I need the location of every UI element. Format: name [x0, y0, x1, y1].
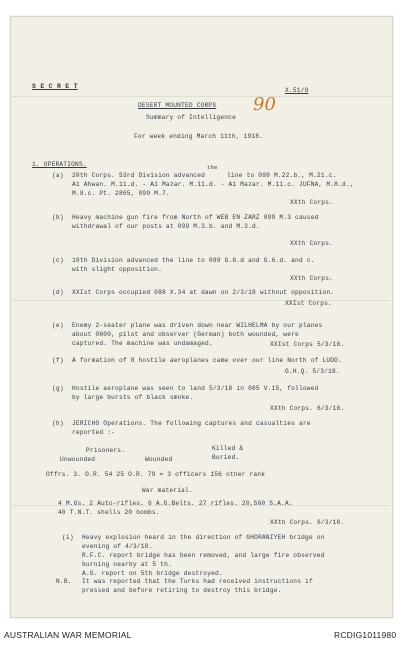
- handwritten-insert: the: [207, 164, 218, 171]
- item-label: (g): [52, 385, 64, 392]
- item-line-insert: line to 099 M.22.b., M.21.c.: [227, 172, 337, 179]
- item-label: (e): [52, 322, 64, 329]
- table-header: Killed &: [212, 445, 244, 452]
- table-header: Prisoners.: [86, 447, 126, 454]
- item-line: 10th Division advanced the line to 099 G.8.d and G.6.d. and c.: [72, 257, 315, 264]
- item-line: reported :-: [72, 429, 116, 436]
- reference-number: X.51/9: [285, 87, 309, 94]
- item-label: (i): [62, 534, 74, 541]
- handwritten-folio-number: 90: [253, 94, 276, 115]
- item-line: by large bursts of black smoke.: [72, 394, 194, 401]
- item-line: M.8.c. Pt. 2865, 099 M.7.: [72, 190, 170, 197]
- section-title: 1. OPERATIONS.: [32, 161, 87, 168]
- item-signature: XXIst Corps 5/3/18.: [270, 341, 345, 348]
- war-material-label: War material.: [142, 487, 193, 494]
- item-line: Hostile aeroplane was seen to land 5/3/18 in 085 V.15, followed: [72, 385, 319, 392]
- item-signature: G.H.Q. 5/3/18.: [285, 368, 340, 375]
- item-line: burning nearby at 5 th.: [82, 561, 173, 568]
- item-line: A.G. report on 5th bridge destroyed.: [82, 570, 223, 577]
- item-label: (d): [52, 289, 64, 296]
- item-signature: XXth Corps. 6/3/18.: [270, 405, 345, 412]
- item-label: (c): [52, 257, 64, 264]
- item-line: It was reported that the Turks had received instructions if: [82, 578, 313, 585]
- item-line: Enemy 2-seater plane was driven down near WILHELMA by our planes: [72, 322, 323, 329]
- item-line: Heavy explosion heard in the direction of GHORANIYEH bridge on: [82, 534, 325, 541]
- item-line: Heavy machine gun fire from North of WEB EN ZARZ 099 M.3 caused: [72, 214, 319, 221]
- secret-marking: S E C R E T: [32, 83, 78, 90]
- item-line: A1 Ahwan. M.11.d. - A1 Mazar. M.11.d. - A1 Mazar. M.11.c. JUFNA, M.8.d.,: [72, 181, 354, 188]
- casualties-row: Offrs. 3. O.R. 54 25 O.R. 79 = 3 officers 156 other rank: [46, 471, 266, 478]
- table-header: Wounded: [145, 456, 173, 463]
- item-line: withdrawal of our posts at 099 M.3.b. and M.3.d.: [72, 223, 260, 230]
- item-line: XXIst Corps occupied 088 X.34 at dawn on 2/3/18 without opposition.: [72, 289, 335, 296]
- document-subtitle: Summary of Intelligence: [146, 114, 237, 121]
- item-line: evening of 4/3/18.: [82, 543, 153, 550]
- report-period: For week ending March 11th, 1918.: [134, 133, 264, 140]
- item-signature: XXth Corps.: [290, 240, 334, 247]
- item-label: (b): [52, 214, 64, 221]
- item-line: R.F.C. report bridge has been removed, and large fire observed: [82, 552, 325, 559]
- item-label: (h): [52, 420, 64, 427]
- archive-credit: AUSTRALIAN WAR MEMORIAL: [4, 630, 132, 640]
- item-label: N.B.: [56, 578, 72, 585]
- item-line: A formation of 8 hostile aeroplanes came over our line North of LUDD.: [72, 357, 343, 364]
- item-line: with slight opposition.: [72, 266, 163, 273]
- table-header: Buried.: [212, 454, 240, 461]
- item-line: JERICHO Operations. The following captures and casualties are: [72, 420, 311, 427]
- table-header: Unwounded: [60, 456, 96, 463]
- fold-line: [10, 96, 391, 97]
- document-title: DESERT MOUNTED CORPS: [138, 102, 217, 109]
- item-line: about 0800, pilot and observer (German) both wounded, were: [72, 331, 299, 338]
- fold-line: [10, 300, 391, 301]
- archive-id: RCDIG1011980: [334, 630, 397, 640]
- war-material-line: 40 T.N.T. shells 20 bombs.: [58, 509, 160, 516]
- item-label: (f): [52, 357, 64, 364]
- item-line: 20th Corps. 53rd Division advanced: [72, 172, 206, 179]
- item-line: captured. The machine was undamaged.: [72, 340, 213, 347]
- item-label: (a): [52, 172, 64, 179]
- item-signature: XXth Corps. 6/3/18.: [270, 519, 345, 526]
- item-signature: XXth Corps.: [290, 199, 334, 206]
- item-signature: XXth Corps.: [290, 275, 334, 282]
- item-signature: XXIst Corps.: [285, 300, 332, 307]
- item-line: pressed and before retiring to destroy this bridge.: [82, 587, 282, 594]
- war-material-line: 4 M.Gs. 2 Auto-rifles. 6 A.G.Belts. 27 rifles. 20,500 S.A.A.: [58, 500, 293, 507]
